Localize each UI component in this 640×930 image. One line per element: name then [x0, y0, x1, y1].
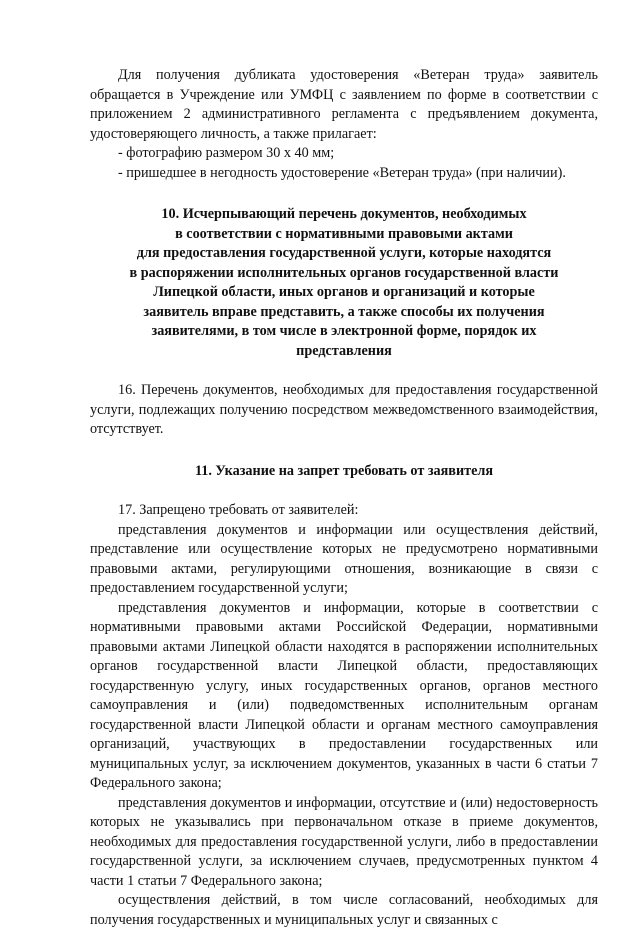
section-10-heading-line: для предоставления государственной услуги, которые находятся [136, 245, 552, 261]
intro-paragraph: Для получения дубликата удостоверения «Ветеран труда» заявитель обращается в Учреждение или УМФЦ с заявлением по форме в соответствии с приложением 2 административного регламента с предъявлением документа, удостоверяющего личность, а также прилагает: [90, 67, 598, 142]
section-10-heading-line: заявитель вправе представить, а также способы их получения [143, 303, 545, 320]
section-10-heading-line: в соответствии с нормативными правовыми актами [175, 225, 513, 242]
paragraph-17: 17. Запрещено требовать от заявителей: [118, 502, 359, 518]
attachment-item-old-certificate: - пришедшее в негодность удостоверение «Ветеран труда» (при наличии). [118, 164, 566, 181]
section-10-heading-line: Липецкой области, иных органов и организаций и которые [153, 284, 535, 300]
section-10-heading-line: заявителями, в том числе в электронной форме, порядок их [151, 323, 537, 339]
section-10-heading [90, 205, 598, 361]
prohibition-item: осуществления действий, в том числе согласований, необходимых для получения государственных и муниципальных услуг и связанных с [90, 892, 598, 928]
section-11-heading: 11. Указание на запрет требовать от заявителя [194, 462, 494, 479]
prohibition-item: представления документов и информации, отсутствие и (или) недостоверность которых не указывались при первоначальном отказе в приеме документов, необходимых для предоставления государственной услуги, либо в предоставлении государственной услуги, за исключением случаев, предусмотренных пунктом 4 части 1 статьи 7 Федерального закона; [90, 794, 598, 889]
section-10-heading-line: в распоряжении исполнительных органов государственной власти [129, 264, 559, 281]
attachment-item-photo: - фотографию размером 30 х 40 мм; [118, 145, 335, 161]
document-page [90, 66, 598, 930]
paragraph-16: 16. Перечень документов, необходимых для предоставления государственной услуги, подлежащих получению посредством межведомственного взаимодействия, отсутствует. [90, 382, 598, 437]
section-10-heading-line: представления [296, 342, 392, 359]
section-10-heading-line: 10. Исчерпывающий перечень документов, необходимых [161, 206, 527, 222]
prohibition-item: представления документов и информации или осуществления действий, представление или осуществление которых не предусмотрено нормативными правовыми актами, регулирующими отношения, возникающие в связи с предоставлением государственной услуги; [90, 521, 598, 596]
prohibition-item: представления документов и информации, которые в соответствии с нормативными правовыми актами Российской Федерации, нормативными правовыми актами Липецкой области находятся в распоряжении исполнительных органов государственной власти Липецкой области, предоставляющих государственную услугу, иных государственных органов, органов местного самоуправления и (или) подведомственных исполнительным органам государственной власти Липецкой области и органам местного самоуправления организаций, участвующих в предоставлении государственных или муниципальных услуг, за исключением документов, указанных в части 6 статьи 7 Федерального закона; [90, 599, 598, 791]
